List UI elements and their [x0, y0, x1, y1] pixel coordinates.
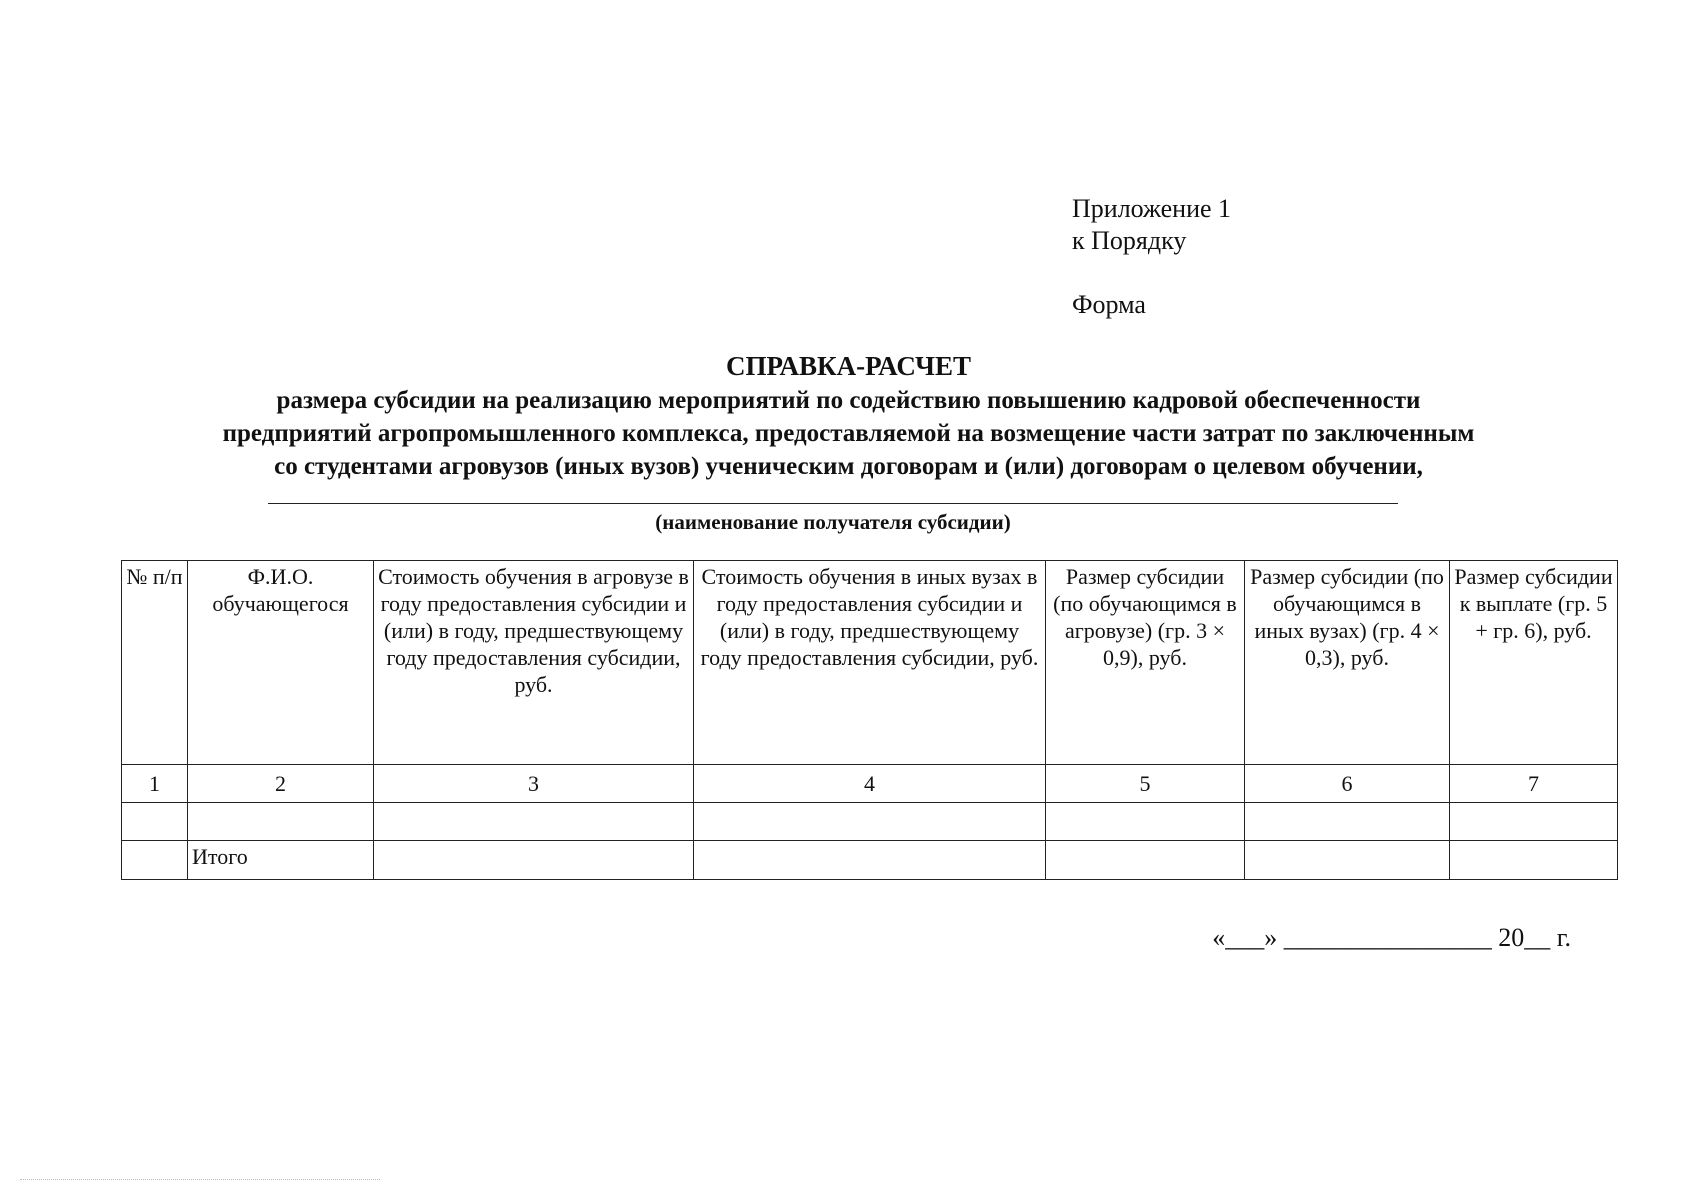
header-cell: Ф.И.О. обучающегося	[188, 561, 374, 765]
date-line[interactable]: «___» ________________ 20__ г.	[1212, 923, 1571, 952]
column-number-cell: 7	[1450, 765, 1618, 803]
table-cell[interactable]	[1046, 841, 1245, 880]
table-cell[interactable]	[1450, 841, 1618, 880]
calculation-table	[121, 560, 1618, 880]
table-cell[interactable]	[694, 841, 1046, 880]
column-number-cell: 3	[374, 765, 694, 803]
title-line-1: размера субсидии на реализацию мероприятий по содействию повышению кадровой обеспеченности	[276, 387, 1421, 414]
column-number-row	[122, 765, 1618, 803]
table-cell[interactable]	[694, 803, 1046, 841]
title-line-3: со студентами агровузов (иных вузов) ученическим договорам и (или) договорам о целевом обучении,	[274, 453, 1423, 480]
table-cell[interactable]	[188, 803, 374, 841]
header-cell: Размер субсидии к выплате (гр. 5 + гр. 6), руб.	[1450, 561, 1618, 765]
recipient-name-field[interactable]	[268, 503, 1398, 504]
table-cell[interactable]	[1450, 803, 1618, 841]
title-main: СПРАВКА-РАСЧЕТ	[726, 351, 971, 381]
recipient-label: (наименование получателя субсидии)	[655, 510, 1011, 534]
table-cell[interactable]	[1245, 841, 1450, 880]
table-cell[interactable]	[122, 803, 188, 841]
header-cell: Стоимость обучения в иных вузах в году предоставления субсидии и (или) в году, предшествующему году предоставления субсидии, руб.	[694, 561, 1046, 765]
title-line-2: предприятий агропромышленного комплекса, предоставляемой на возмещение части затрат по заключенным	[222, 420, 1475, 447]
header-cell: Стоимость обучения в агровузе в году предоставления субсидии и (или) в году, предшествующему году предоставления субсидии, руб.	[374, 561, 694, 765]
table-row	[122, 803, 1618, 841]
column-number-cell: 4	[694, 765, 1046, 803]
header-cell: Размер субсидии (по обучающимся в агровузе) (гр. 3 × 0,9), руб.	[1046, 561, 1245, 765]
appendix-block	[1072, 193, 1231, 321]
header-cell: № п/п	[122, 561, 188, 765]
document-title	[80, 348, 1617, 483]
appendix-line-2: к Порядку	[1072, 226, 1187, 255]
table-cell[interactable]	[1245, 803, 1450, 841]
column-number-cell: 2	[188, 765, 374, 803]
table-cell[interactable]	[374, 803, 694, 841]
table-cell[interactable]	[374, 841, 694, 880]
column-number-cell: 6	[1245, 765, 1450, 803]
column-number-cell: 1	[122, 765, 188, 803]
table-cell	[122, 841, 188, 880]
form-label: Форма	[1072, 290, 1146, 319]
table-cell[interactable]	[1046, 803, 1245, 841]
total-row	[122, 841, 1618, 880]
scan-artifact-line	[20, 1179, 380, 1180]
column-number-cell: 5	[1046, 765, 1245, 803]
table-header-row	[122, 561, 1618, 765]
appendix-line-1: Приложение 1	[1072, 194, 1232, 223]
total-label: Итого	[188, 841, 374, 880]
header-cell: Размер субсидии (по обучающимся в иных вузах) (гр. 4 × 0,3), руб.	[1245, 561, 1450, 765]
